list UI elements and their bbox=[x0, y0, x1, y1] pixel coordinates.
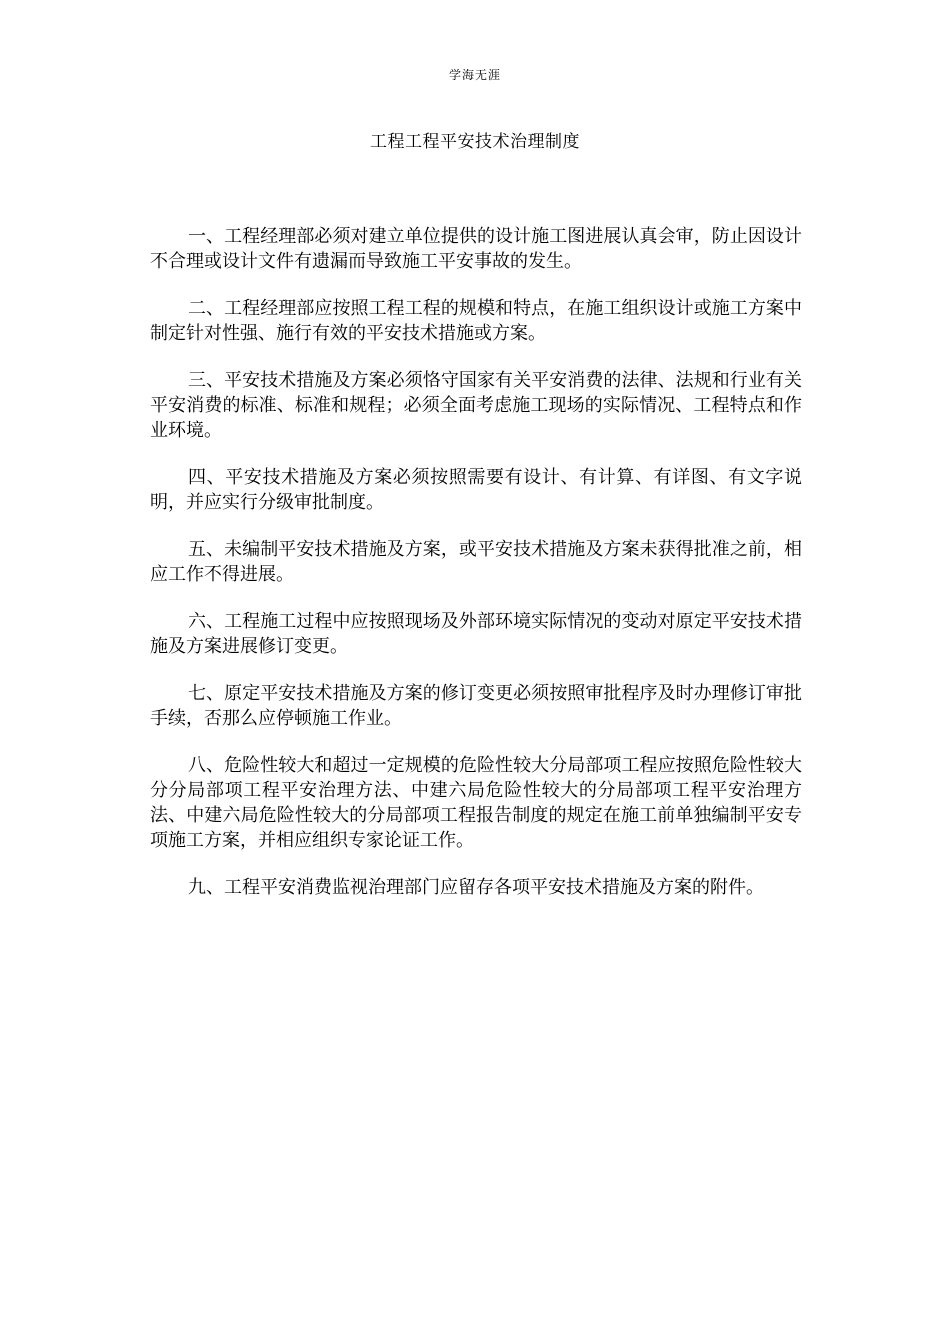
paragraph-6: 六、工程施工过程中应按照现场及外部环境实际情况的变动对原定平安技术措施及方案进展修订变更。 bbox=[150, 611, 802, 657]
paragraph-1: 一、工程经理部必须对建立单位提供的设计施工图进展认真会审，防止因设计不合理或设计文件有遗漏而导致施工平安事故的发生。 bbox=[150, 226, 802, 272]
page-header: 学海无涯 bbox=[448, 68, 501, 82]
paragraph-4: 四、平安技术措施及方案必须按照需要有设计、有计算、有详图、有文字说明，并应实行分级审批制度。 bbox=[150, 467, 802, 513]
document-title: 工程工程平安技术治理制度 bbox=[370, 132, 580, 152]
paragraph-5: 五、未编制平安技术措施及方案，或平安技术措施及方案未获得批准之前，相应工作不得进展。 bbox=[150, 539, 802, 585]
paragraph-8: 八、危险性较大和超过一定规模的危险性较大分局部项工程应按照危险性较大分分局部项工程平安治理方法、中建六局危险性较大的分局部项工程平安治理方法、中建六局危险性较大的分局部项工程报告制度的规定在施工前单独编制平安专项施工方案，并相应组织专家论证工作。 bbox=[150, 755, 802, 851]
paragraph-3: 三、平安技术措施及方案必须恪守国家有关平安消费的法律、法规和行业有关平安消费的标准、标准和规程；必须全面考虑施工现场的实际情况、工程特点和作业环境。 bbox=[150, 370, 802, 441]
document-body bbox=[150, 224, 802, 922]
paragraph-9: 九、工程平安消费监视治理部门应留存各项平安技术措施及方案的附件。 bbox=[188, 877, 764, 898]
paragraph-7: 七、原定平安技术措施及方案的修订变更必须按照审批程序及时办理修订审批手续，否那么应停顿施工作业。 bbox=[150, 683, 802, 729]
paragraph-2: 二、工程经理部应按照工程工程的规模和特点，在施工组织设计或施工方案中制定针对性强、施行有效的平安技术措施或方案。 bbox=[150, 298, 802, 344]
